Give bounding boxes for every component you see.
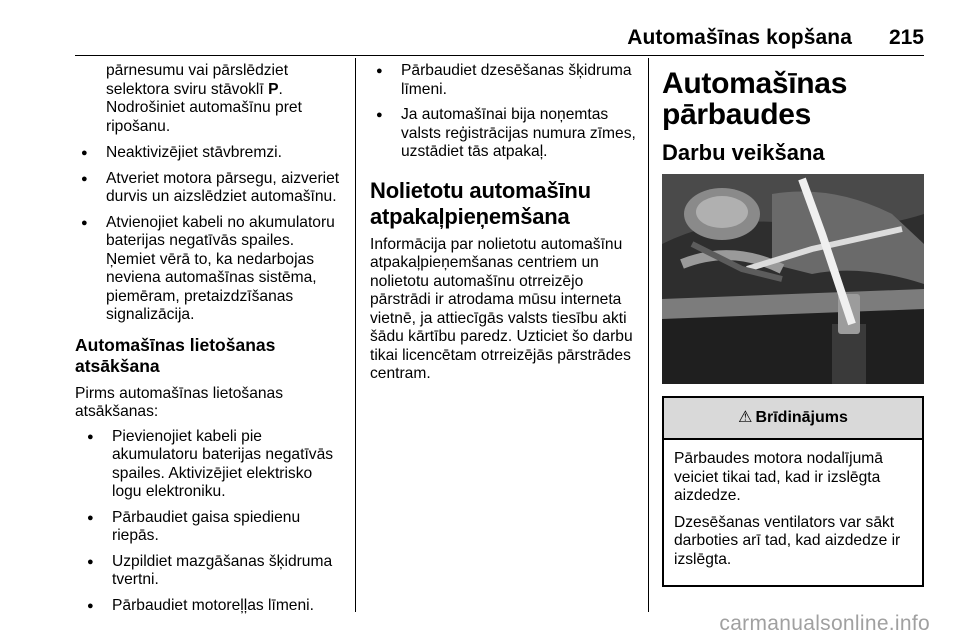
list-item: ● Neaktivizējiet stāvbremzi.	[75, 144, 343, 163]
warning-header	[664, 398, 922, 440]
list-item: ● Pārbaudiet dzesēšanas šķidruma līmeni.	[370, 62, 638, 99]
list-item: ● Pievienojiet kabeli pie akumulatoru baterijas negatīvās spailes. Aktivizējiet elektrisko logu elektroniku.	[81, 428, 343, 502]
list-item: ● Pārbaudiet gaisa spiedienu riepās.	[81, 509, 343, 546]
continuation-text: pārnesumu vai pārslēdziet selektora sviru stāvoklī P. Nodrošiniet automašīnu pret ripošanu.	[106, 62, 302, 135]
column-1	[75, 62, 343, 622]
intro-paragraph: Pirms automašīnas lietošanas atsākšanas:	[75, 384, 284, 420]
section-heading: Automašīnas lietošanas atsākšana	[75, 334, 276, 376]
watermark: carmanualsonline.info	[719, 612, 930, 635]
bullet-list-1	[75, 144, 343, 325]
column-2	[370, 62, 638, 390]
list-item: ● Atvienojiet kabeli no akumulatoru baterijas negatīvās spailes. Ņemiet vērā to, ka nedarbojas neviena automašīnas sistēma, piemēram, pretaizdzīšanas signalizācija.	[75, 214, 343, 325]
page-header	[0, 0, 960, 60]
warning-triangle-icon: ⚠	[738, 408, 753, 426]
list-item: ● Pārbaudiet motoreļļas līmeni.	[81, 597, 343, 616]
warning-heading: Brīdinājums	[755, 408, 848, 426]
page-number: 215	[888, 26, 924, 49]
chapter-subtitle: Darbu veikšana	[662, 140, 825, 165]
chapter-title: Automašīnas pārbaudes	[662, 67, 848, 131]
recycling-paragraph: Informācija par nolietotu automašīnu atpakaļpieņemšanas centriem un nolietotu automašīnu otrreizējo pārstrādi ir atrodama mūsu interneta vietnē, ja attiecīgās valsts tiesību akti šādu kārtību paredz. Uzticiet šo darbu tikai licencētam otrreizējās pārstrādes centram.	[370, 235, 633, 382]
bullet-list-2	[81, 428, 343, 616]
list-item: ● Ja automašīnai bija noņemtas valsts reģistrācijas numura zīmes, uzstādiet tās atpakaļ.	[370, 106, 638, 162]
column-3	[662, 66, 924, 587]
warning-box	[662, 396, 924, 587]
warning-body	[664, 440, 922, 585]
section-heading: Nolietotu automašīnu atpakaļpieņemšana	[370, 177, 591, 229]
engine-bay-illustration	[662, 174, 924, 384]
engine-bay-photo	[662, 174, 924, 384]
list-item: ● Uzpildiet mazgāšanas šķidruma tvertni.	[81, 553, 343, 590]
header-title: Automašīnas kopšana	[627, 26, 852, 49]
warning-paragraph: Pārbaudes motora nodalījumā veiciet tikai tad, kad ir izslēgta aizdedze.	[674, 450, 883, 504]
column-divider-1	[355, 58, 356, 612]
bullet-list-3	[370, 62, 638, 162]
list-item: ● Atveriet motora pārsegu, aizveriet durvis un aizslēdziet automašīnu.	[75, 170, 343, 207]
warning-paragraph: Dzesēšanas ventilators var sākt darboties arī tad, kad aizdedze ir izslēgta.	[674, 513, 901, 568]
column-divider-2	[648, 58, 649, 612]
header-rule	[75, 55, 924, 56]
